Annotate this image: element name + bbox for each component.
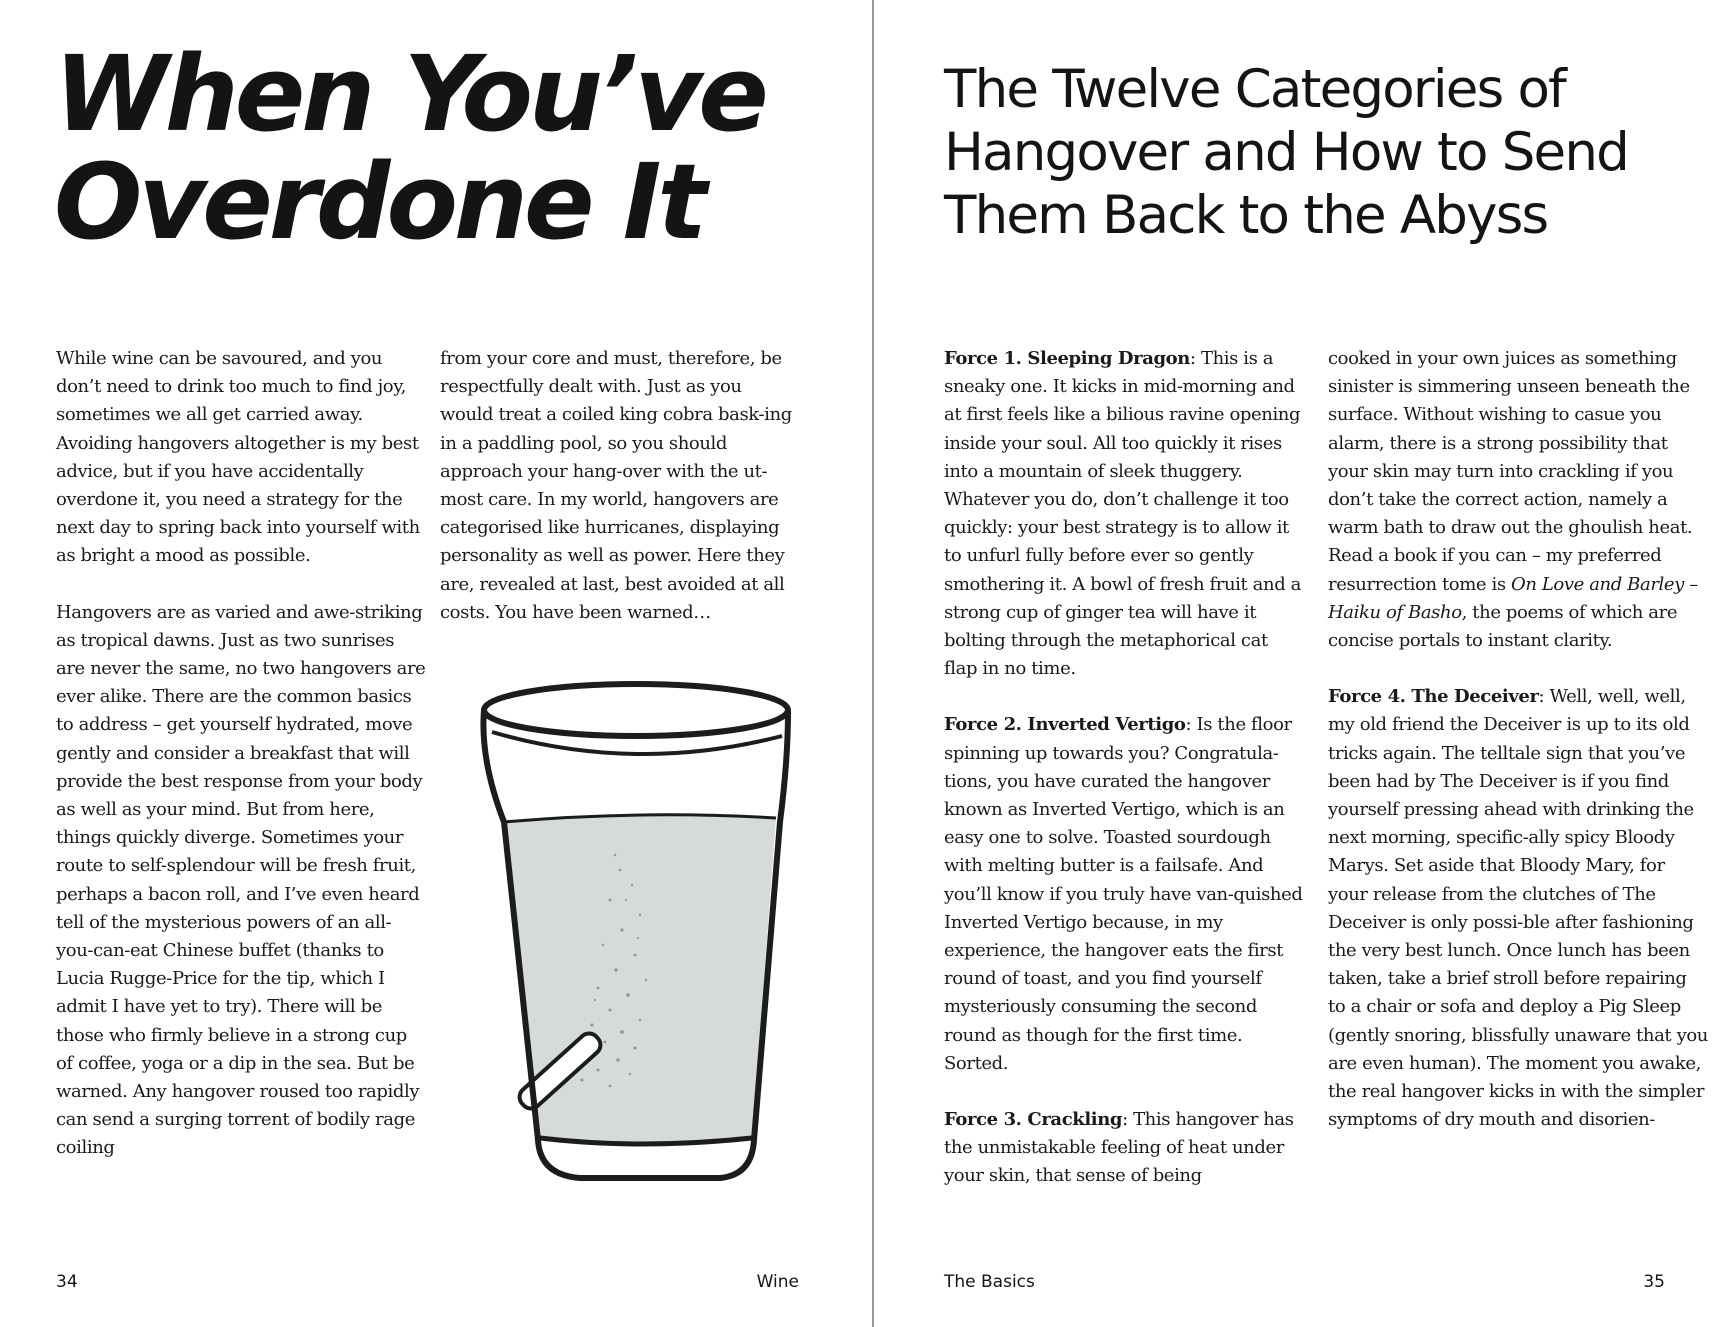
glass-of-water-with-dissolving-tablet-icon <box>470 670 810 1210</box>
left-title-line-1: When You’ve <box>54 33 765 155</box>
right-title-line-3: Them Back to the Abyss <box>944 185 1548 246</box>
force-name: Force 2. Inverted Vertigo <box>944 714 1186 736</box>
right-column-2 <box>1328 345 1708 1162</box>
force-text: Is the floor spinning up towards you? Congratula-tions, you have curated the hangover known as Inverted Vertigo, which is an easy one to solve. Toasted sourdough with melting butter is a failsafe. And you’ll know if you truly have van-quished Inverted Vertigo because, in my experience, the hangover eats the first round of toast, and you find yourself mysteriously consuming the second round as though for the first time. Sorted. <box>944 714 1303 1074</box>
force-entry: Force 1. Sleeping Dragon: This is a sneaky one. It kicks in mid-morning and at first feels like a bilious ravine opening inside your soul. All too quickly it rises into a mountain of sleek thuggery. Whatever you do, don’t challenge it too quickly: your best strategy is to allow it to unfurl fully before ever so gently smothering it. A bowl of fresh fruit and a strong cup of ginger tea will have it bolting through the metaphorical cat flap in no time. <box>944 348 1301 680</box>
force-entry: Force 4. The Deceiver: Well, well, well, my old friend the Deceiver is up to its old tricks again. The telltale sign that you’ve been had by The Deceiver is if you find yourself pressing ahead with drinking the next morning, specific-ally spicy Bloody Marys. Set aside that Bloody Mary, for your release from the clutches of The Deceiver is only possi-ble after fashioning the very best lunch. Once lunch has been taken, take a brief stroll before repairing to a chair or sofa and deploy a Pig Sleep (gently snoring, blissfully unaware that you are even human). The moment you awake, the real hangover kicks in with the simpler symptoms of dry mouth and disorien- <box>1328 686 1708 1131</box>
force-text: Well, well, well, my old friend the Deceiver is up to its old tricks again. The telltale sign that you’ve been had by The Deceiver is if you find yourself pressing ahead with drinking the next morning, specific-ally spicy Bloody Marys. Set aside that Bloody Mary, for your release from the clutches of The Deceiver is only possi-ble after fashioning the very best lunch. Once lunch has been taken, take a brief stroll before repairing to a chair or sofa and deploy a Pig Sleep (gently snoring, blissfully unaware that you are even human). The moment you awake, the real hangover kicks in with the simpler symptoms of dry mouth and disorien- <box>1328 686 1708 1131</box>
left-page-title <box>54 33 834 263</box>
running-head-left: Wine <box>756 1272 799 1292</box>
force-entry: Force 3. Crackling: This hangover has the unmistakable feeling of heat under your skin, that sense of being <box>944 1109 1294 1187</box>
right-title-line-2: Hangover and How to Send <box>944 122 1628 183</box>
crackling-continued-end: , the poems of which are concise portals to instant clarity. <box>1328 601 1678 652</box>
page-number-right: 35 <box>1643 1272 1665 1292</box>
force-name: Force 4. The Deceiver <box>1328 686 1539 708</box>
force-name: Force 1. Sleeping Dragon <box>944 348 1190 369</box>
force-text: This hangover has the unmistakable feeling of heat under your skin, that sense of being <box>944 1109 1294 1187</box>
glass-rim <box>484 684 788 736</box>
paragraph <box>1328 345 1708 655</box>
right-title-line-1: The Twelve Categories of <box>944 59 1565 120</box>
page-number-left: 34 <box>56 1272 78 1292</box>
paragraph: Hangovers are as varied and awe-striking as tropical dawns. Just as two sunrises are never the same, no two hangovers are ever alike. There are the common basics to address – get yourself hydrated, move gently and consider a breakfast that will provide the best response from your body as well as your mind. But from here, things quickly diverge. Sometimes your route to self-splendour will be fresh fruit, perhaps a bacon roll, and I’ve even heard tell of the mysterious powers of an all-you-can-eat Chinese buffet (thanks to Lucia Rugge-Price for the tip, which I admit I have yet to try). There will be those who firmly believe in a strong cup of coffee, yoga or a dip in the sea. But be warned. Any hangover roused too rapidly can send a surging torrent of bodily rage coiling <box>56 601 426 1159</box>
left-column-1 <box>56 345 428 1191</box>
left-column-2 <box>440 345 800 655</box>
paragraph: from your core and must, therefore, be respectfully dealt with. Just as you would treat a coiled king cobra bask-ing in a paddling pool, so you should approach your hang-over with the ut-most care. In my world, hangovers are categorised like hurricanes, displaying personality as well as power. Here they are, revealed at last, best avoided at all costs. You have been warned… <box>440 348 792 623</box>
force-text: This is a sneaky one. It kicks in mid-morning and at first feels like a bilious ravine opening inside your soul. All too quickly it rises into a mountain of sleek thuggery. Whatever you do, don’t challenge it too quickly: your best strategy is to allow it to unfurl fully before ever so gently smothering it. A bowl of fresh fruit and a strong cup of ginger tea will have it bolting through the metaphorical cat flap in no time. <box>944 348 1301 680</box>
book-title: On Love and Barley – Haiku of Basho <box>1328 573 1698 623</box>
force-entry: Force 2. Inverted Vertigo: Is the floor spinning up towards you? Congratula-tions, you have curated the hangover known as Inverted Vertigo, which is an easy one to solve. Toasted sourdough with melting butter is a failsafe. And you’ll know if you truly have van-quished Inverted Vertigo because, in my experience, the hangover eats the first round of toast, and you find yourself mysteriously consuming the second round as though for the first time. Sorted. <box>944 714 1303 1074</box>
right-page-title <box>944 58 1734 247</box>
left-title-line-2: Overdone It <box>54 141 704 263</box>
crackling-continued: cooked in your own juices as something sinister is simmering unseen beneath the surface. Without wishing to casue you alarm, there is a strong possibility that your skin may turn into crackling if you don’t take the correct action, namely a warm bath to draw out the ghoulish heat. Read a book if you can – my preferred resurrection tome is <box>1328 348 1693 595</box>
right-column-1 <box>944 345 1304 1219</box>
right-page <box>874 0 1735 1327</box>
running-head-right: The Basics <box>944 1272 1035 1292</box>
paragraph: While wine can be savoured, and you don’t need to drink too much to find joy, sometimes we all get carried away. Avoiding hangovers altogether is my best advice, but if you have accidentally overdone it, you need a strategy for the next day to spring back into yourself with as bright a mood as possible. <box>56 348 420 567</box>
force-name: Force 3. Crackling <box>944 1109 1123 1131</box>
